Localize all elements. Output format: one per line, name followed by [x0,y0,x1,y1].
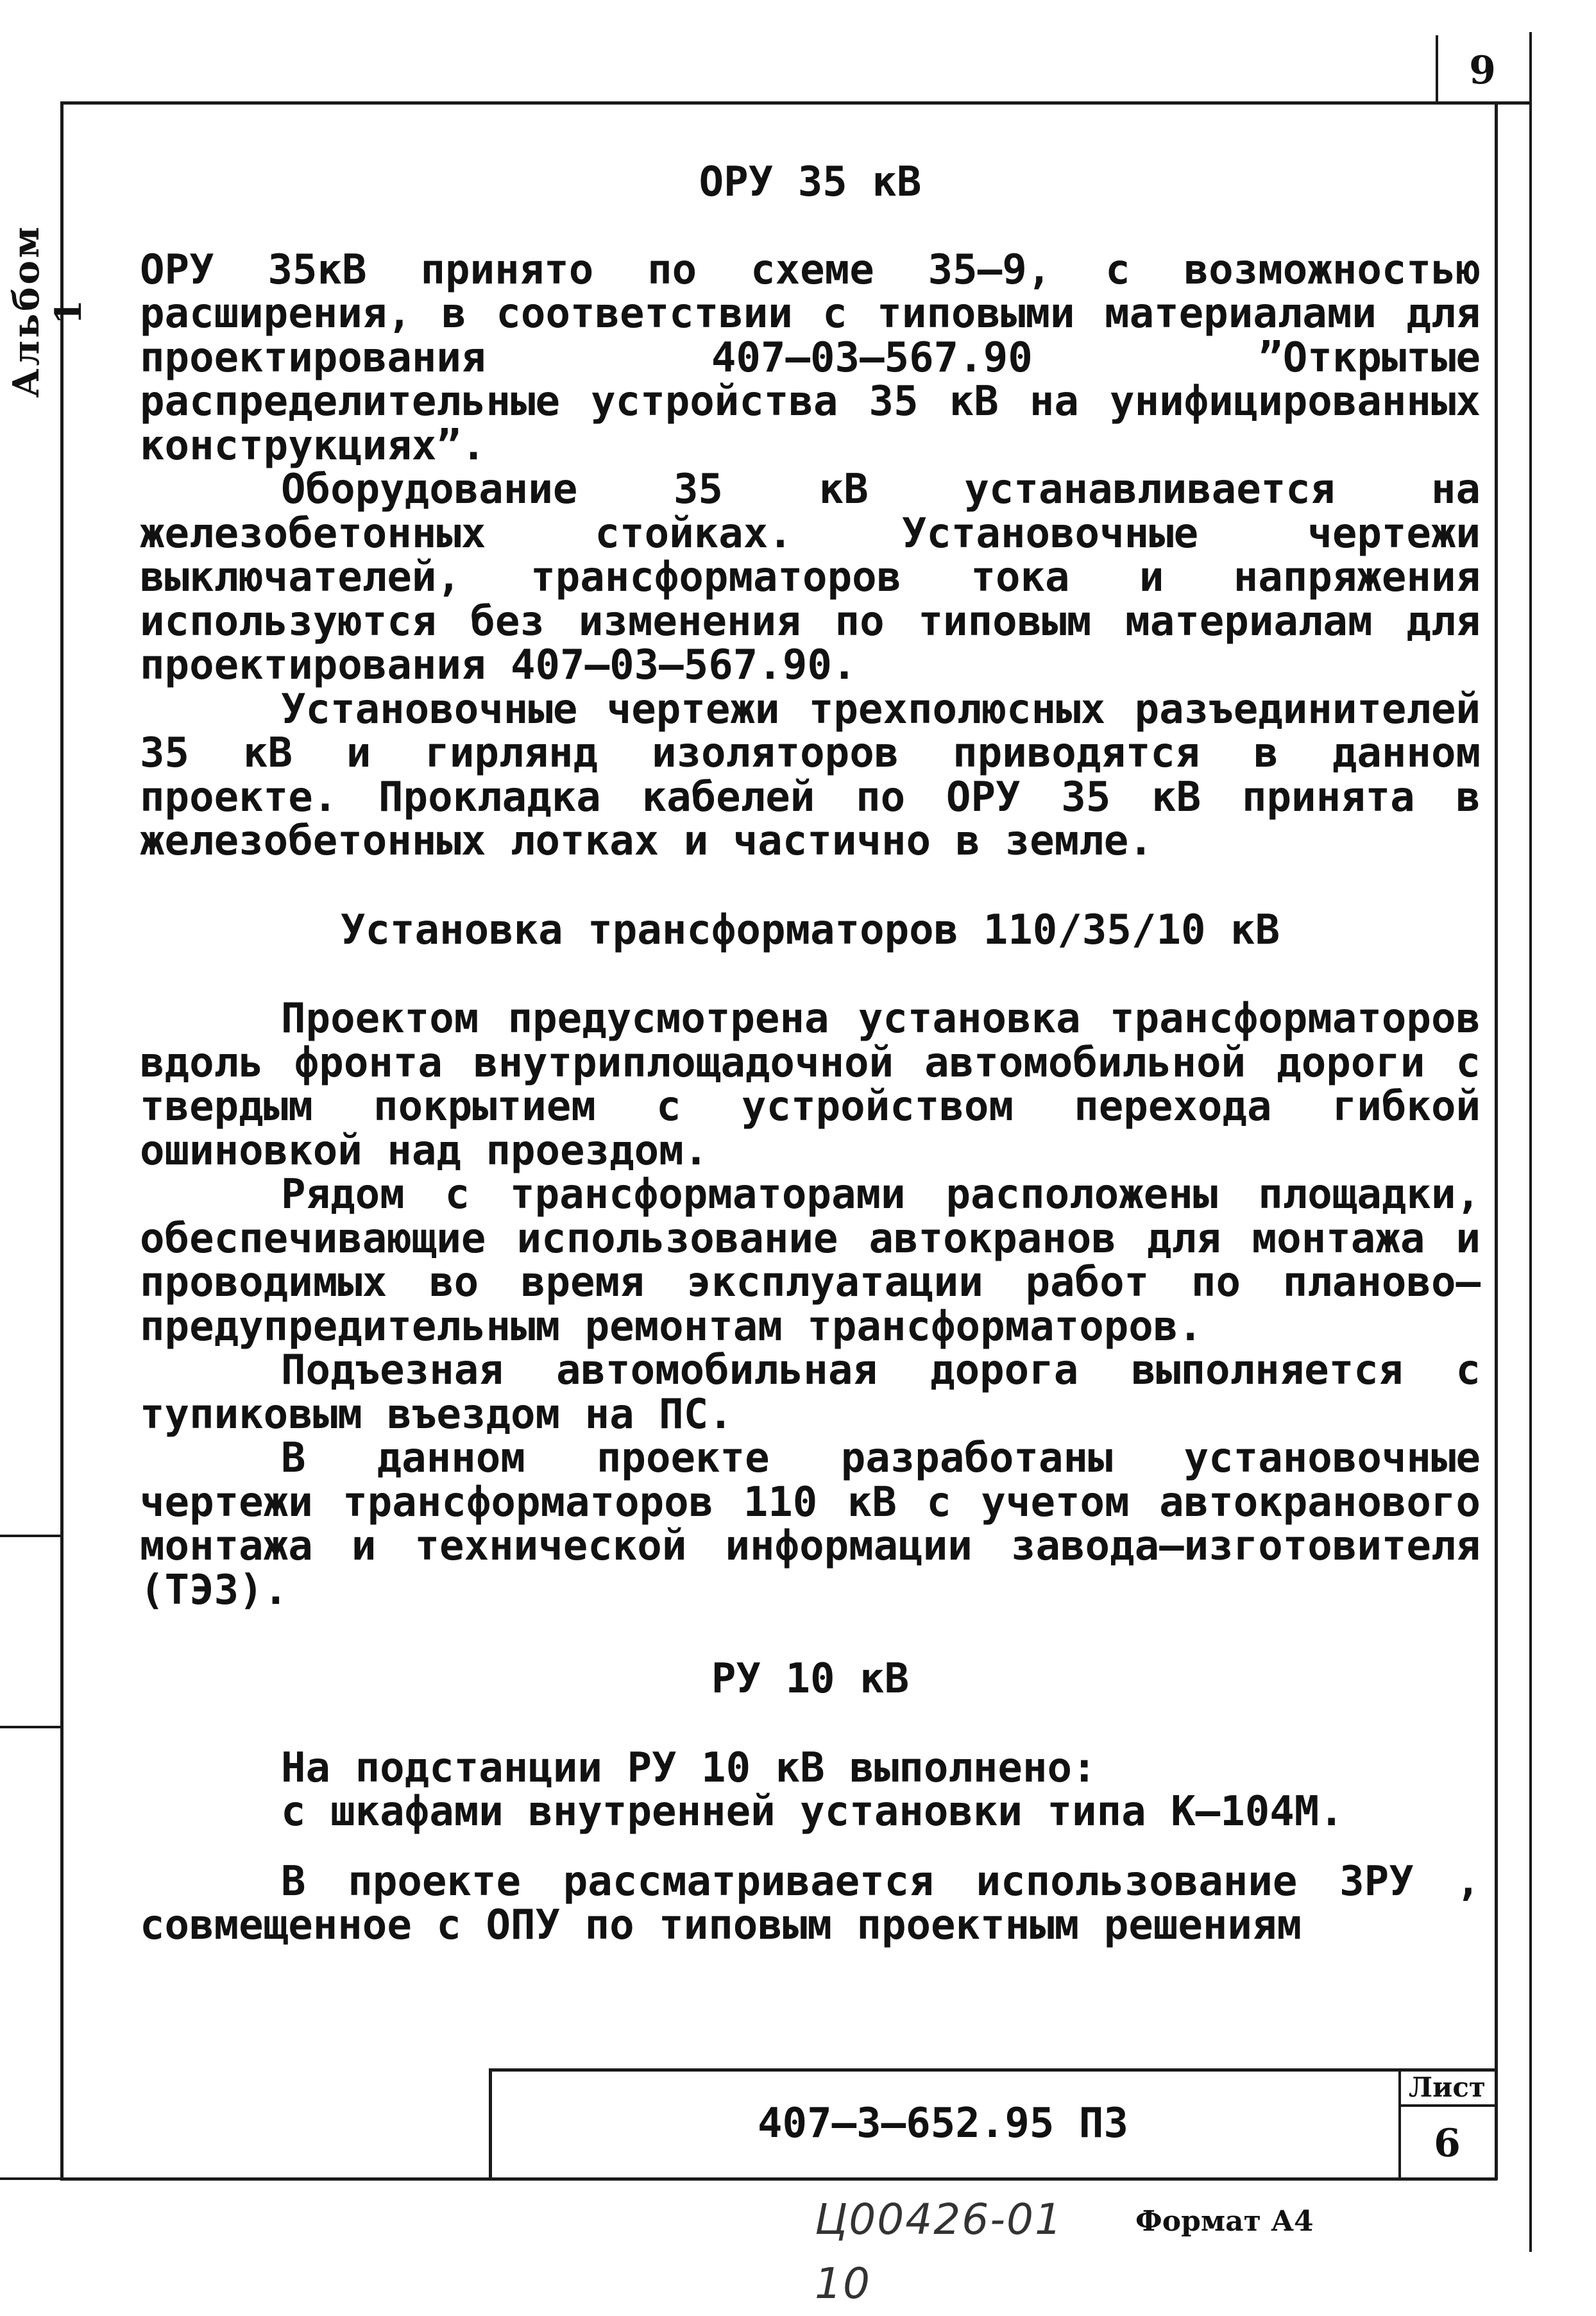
frame-outer-right-line [1529,32,1532,2252]
paragraph: В данном проекте разработаны установочные чертежи трансформаторов 110 кВ с учетом автокранового монтажа и технической информации завода–изготовителя (ТЭЗ). [140,1435,1481,1614]
margin-tick-3 [0,2177,62,2180]
sheet-page-number: 6 [1434,2121,1461,2166]
frame-top-line [60,101,1531,105]
sheet-label: Лист [1409,2072,1486,2103]
paragraph: В проекте рассматривается использование ЗРУ , совмещенное с ОПУ по типовым проектным решениям [140,1857,1481,1949]
section-heading-transformers: Установка трансформаторов 110/35/10 кВ [340,906,1280,954]
paragraph: Установочные чертежи трехполюсных разъединителей 35 кВ и гирлянд изоляторов приводятся в данном проекте. Прокладка кабелей по ОРУ 35 кВ принята в железобетонных лотках и частично в земле. [140,685,1481,865]
section-heading-ru-10: РУ 10 кВ [711,1655,910,1703]
frame-left-line [60,101,64,2180]
format-label: Формат А4 [1135,2205,1314,2238]
document-body [140,160,1481,1948]
margin-tick-1 [0,1535,62,1537]
paragraph: Оборудование 35 кВ устанавливается на железобетонных стойках. Установочные чертежи выключателей, трансформаторов тока и напряжения используются без изменения по типовым материалам для проектирования 407–03–567.90. [140,466,1481,689]
album-side-label: Альбом 1 [5,224,90,398]
archive-number: Ц00426-01 10 [815,2195,1063,2308]
paragraph: Рядом с трансформаторами расположены площадки, обеспечивающие использование автокранов для монтажа и проводимых во время эксплуатации работ по планово–предупредительным ремонтам трансформаторов. [140,1171,1481,1350]
margin-tick-2 [0,1726,62,1728]
paragraph: ОРУ 35кВ принято по схеме 35–9, с возможностью расширения, в соответствии с типовыми материалами для проектирования 407–03–567.90 ”Открытые распределительные устройства 35 кВ на унифицированных конструкциях”. [140,246,1481,470]
section-heading-oru-35: ОРУ 35 кВ [699,158,922,206]
paragraph: Подъезная автомобильная дорога выполняется с тупиковым въездом на ПС. [140,1347,1481,1438]
paragraph: Проектом предусмотрена установка трансформаторов вдоль фронта внутриплощадочной автомобильной дороги с твердым покрытием с устройством перехода гибкой ошиновкой над проездом. [140,995,1481,1175]
paragraph: На подстанции РУ 10 кВ выполнено: [281,1744,1097,1792]
document-code: 407–3–652.95 ПЗ [758,2100,1128,2147]
frame-right-line [1495,101,1498,2180]
sheet-number: 9 [1469,48,1496,93]
paragraph: с шкафами внутренней установки типа К–104М. [281,1788,1344,1835]
